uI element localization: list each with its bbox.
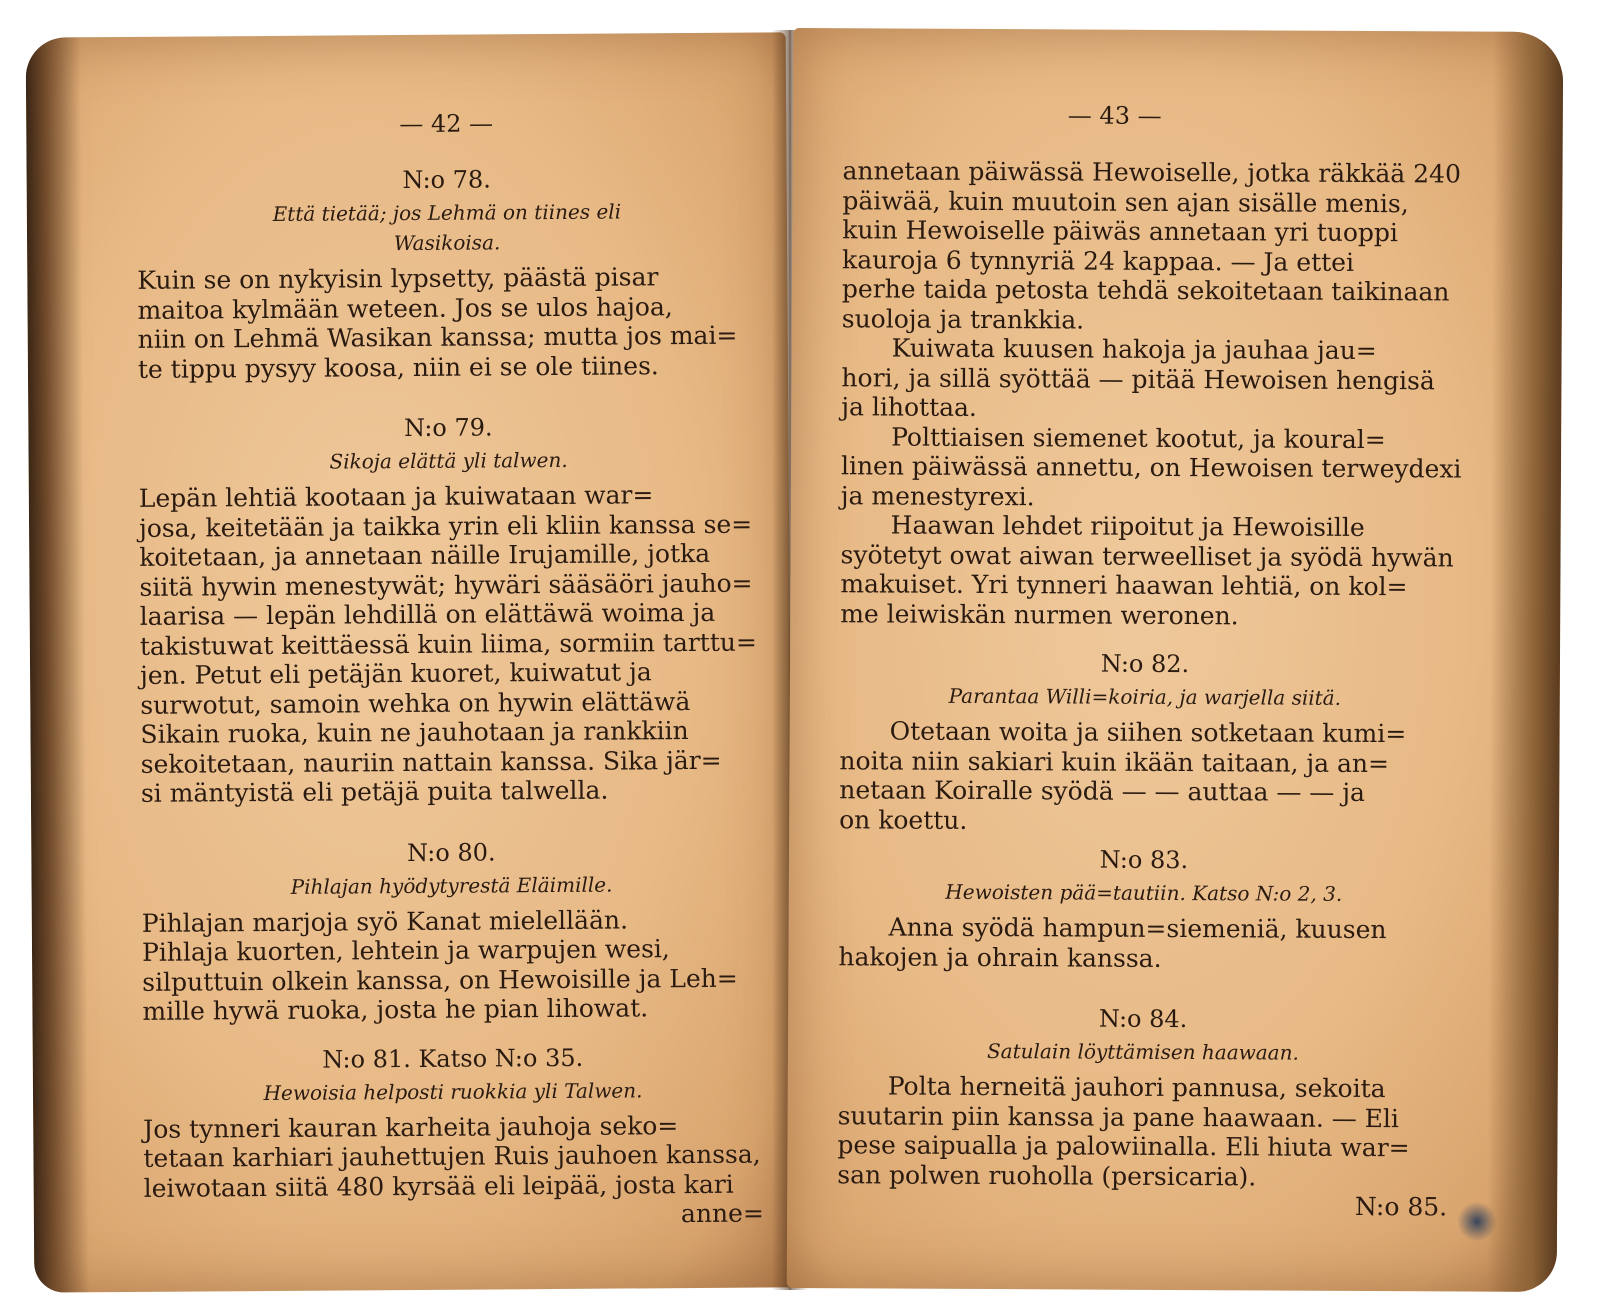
entry-number: N:o 78. <box>402 165 491 195</box>
next-entry-number: N:o 85. <box>1354 1191 1448 1222</box>
text-line: sekoitetaan, nauriin nattain kanssa. Sika jär= <box>140 745 722 779</box>
text-line: pese saipualla ja palowiinalla. Eli hiuta war= <box>837 1130 1410 1163</box>
text-line: tetaan karhiari jauhettujen Ruis jauhoen kanssa, <box>143 1139 761 1173</box>
text-line: Anna syödä hampun=siemeniä, kuusen <box>888 912 1387 945</box>
entry-number: N:o 84. <box>1098 1004 1188 1034</box>
continued-text <box>841 156 1461 336</box>
entry-number: N:o 81. Katso N:o 35. <box>322 1043 584 1074</box>
text-line: san polwen ruoholla (persicaria). <box>837 1159 1257 1191</box>
text-line: ja lihottaa. <box>841 392 978 422</box>
entry-body <box>839 716 1450 837</box>
text-line: siitä hywin menestywät; hywäri sääsäöri jauho= <box>139 568 753 602</box>
text-line: suoloja ja trankkia. <box>841 303 1085 335</box>
text-line: Polttiaisen siemenet kootut, ja koural= <box>891 422 1386 454</box>
text-line: maitoa kylmään weteen. Jos se ulos hajoa, <box>137 291 673 325</box>
text-line: niin on Lehmä Wasikan kanssa; mutta jos mai= <box>137 320 738 354</box>
text-line: te tippu pysyy koosa, niin ei se ole tiines. <box>137 350 659 384</box>
text-line: hakojen ja ohrain kanssa. <box>838 941 1162 973</box>
paragraph <box>840 510 1454 631</box>
entry-heading: Parantaa Willi=koiria, ja warjella siitä. <box>948 683 1342 710</box>
text-line: linen päiwässä annettu, on Hewoisen terweydexi <box>840 451 1462 484</box>
entry-number: N:o 79. <box>404 413 493 443</box>
entry-body <box>838 912 1448 974</box>
paragraph <box>841 333 1451 425</box>
text-line: syötetyt owat aiwan terweelliset ja syödä hywän <box>840 539 1454 572</box>
page-number: — 43 — <box>1067 101 1162 130</box>
text-line: me leiwiskän nurmen weronen. <box>840 598 1239 630</box>
entry-heading: Satulain löyttämisen haawaan. <box>986 1039 1299 1065</box>
page-number: — 42 — <box>399 109 494 139</box>
text-line: surwotut, samoin wehka on hywin elättäwä <box>140 686 691 720</box>
entry-body <box>837 1071 1448 1222</box>
text-line: jen. Petut eli petäjän kuoret, kuiwatut ja <box>139 657 652 690</box>
text-line: koitetaan, ja annetaan näille Irujamille, jotka <box>139 538 711 572</box>
text-line: silputtuin olkein kanssa, on Hewoisille ja Leh= <box>142 963 738 997</box>
entry-heading <box>137 196 757 260</box>
text-line: Lepän lehtiä kootaan ja kuiwataan war= <box>138 480 654 513</box>
entry-heading: Sikoja elättä yli talwen. <box>329 447 568 474</box>
text-line: päiwää, kuin muutoin sen ajan sisälle menis, <box>842 185 1409 218</box>
text-line: Kuiwata kuusen hakoja ja jauhaa jau= <box>891 333 1377 366</box>
text-line: hori, ja sillä syöttää — pitää Hewoisen hengisä <box>841 362 1435 395</box>
text-line: Sikain ruoka, kuin ne jauhotaan ja rankkiin <box>140 716 689 749</box>
text-line: kauroja 6 tynnyriä 24 kappaa. — Ja ettei <box>842 244 1355 277</box>
heading-line: Wasikoisa. <box>393 230 501 256</box>
text-line: on koettu. <box>839 804 968 835</box>
text-line: Jos tynneri kauran karheita jauhoja seko= <box>143 1110 679 1144</box>
entry-number: N:o 82. <box>1100 649 1190 679</box>
text-line: si mäntyistä eli petäjä puita talwella. <box>140 775 609 808</box>
text-line: kuin Hewoiselle päiwäs annetaan yri tuoppi <box>842 215 1399 248</box>
text-line: leiwotaan siitä 480 kyrsää eli leipää, josta kari <box>143 1169 734 1203</box>
text-line: Pihlaja kuorten, lehtein ja warpujen wesi, <box>141 934 670 967</box>
entry-body <box>137 262 758 384</box>
entry-heading: Hewoisten pää=tautiin. Katso N:o 2, 3. <box>945 879 1343 906</box>
text-line: noita niin sakiari kuin ikään taitaan, ja an= <box>839 745 1390 778</box>
ink-stain <box>1457 1201 1497 1241</box>
text-line: netaan Koiralle syödä — — auttaa — — ja <box>839 775 1365 807</box>
text-line: suutarin piin kanssa ja pane haawaan. — Eli <box>837 1100 1400 1133</box>
entry-heading: Pihlajan hyödytyrestä Eläimille. <box>290 872 613 899</box>
entry-body <box>139 480 761 809</box>
text-line: mille hywä ruoka, josta he pian lihowat. <box>142 993 649 1026</box>
text-line: takistuwat keittäessä kuin liima, sormiin tarttu= <box>139 627 757 661</box>
entry-body <box>142 904 763 1026</box>
paragraph <box>840 422 1462 514</box>
text-line: josa, keitetään ja taikka yrin eli kliin kanssa se= <box>138 509 753 543</box>
entry-body <box>143 1110 764 1232</box>
catchword: anne= <box>680 1198 764 1229</box>
entry-heading: Hewoisia helposti ruokkia yli Talwen. <box>263 1077 643 1105</box>
entry-number: N:o 83. <box>1099 845 1189 875</box>
text-line: Haawan lehdet riipoitut ja Hewoisille <box>890 510 1365 542</box>
text-line: makuiset. Yri tynneri haawan lehtiä, on kol= <box>840 569 1408 602</box>
text-line: Kuin se on nykyisin lypsetty, päästä pisar <box>137 262 659 295</box>
right-page <box>787 28 1564 1292</box>
entry-number: N:o 80. <box>406 837 496 867</box>
text-line: ja menestyrexi. <box>840 480 1035 511</box>
text-line: perhe taida petosta tehdä sekoitetaan taikinaan <box>841 274 1450 307</box>
text-line: annetaan päiwässä Hewoiselle, jotka räkkää 240 <box>842 156 1461 189</box>
left-page-content <box>136 108 764 1233</box>
text-line: laarisa — lepän lehdillä on elättäwä woima ja <box>139 597 716 631</box>
right-page-content <box>837 100 1462 1222</box>
text-line: Pihlajan marjoja syö Kanat mielellään. <box>141 904 629 938</box>
text-line: Polta herneitä jauhori pannusa, sekoita <box>887 1071 1386 1104</box>
left-page <box>26 32 795 1292</box>
heading-line: Että tietää; jos Lehmä on tiines eli <box>272 199 622 226</box>
text-line: Otetaan woita ja siihen sotketaan kumi= <box>889 716 1407 749</box>
